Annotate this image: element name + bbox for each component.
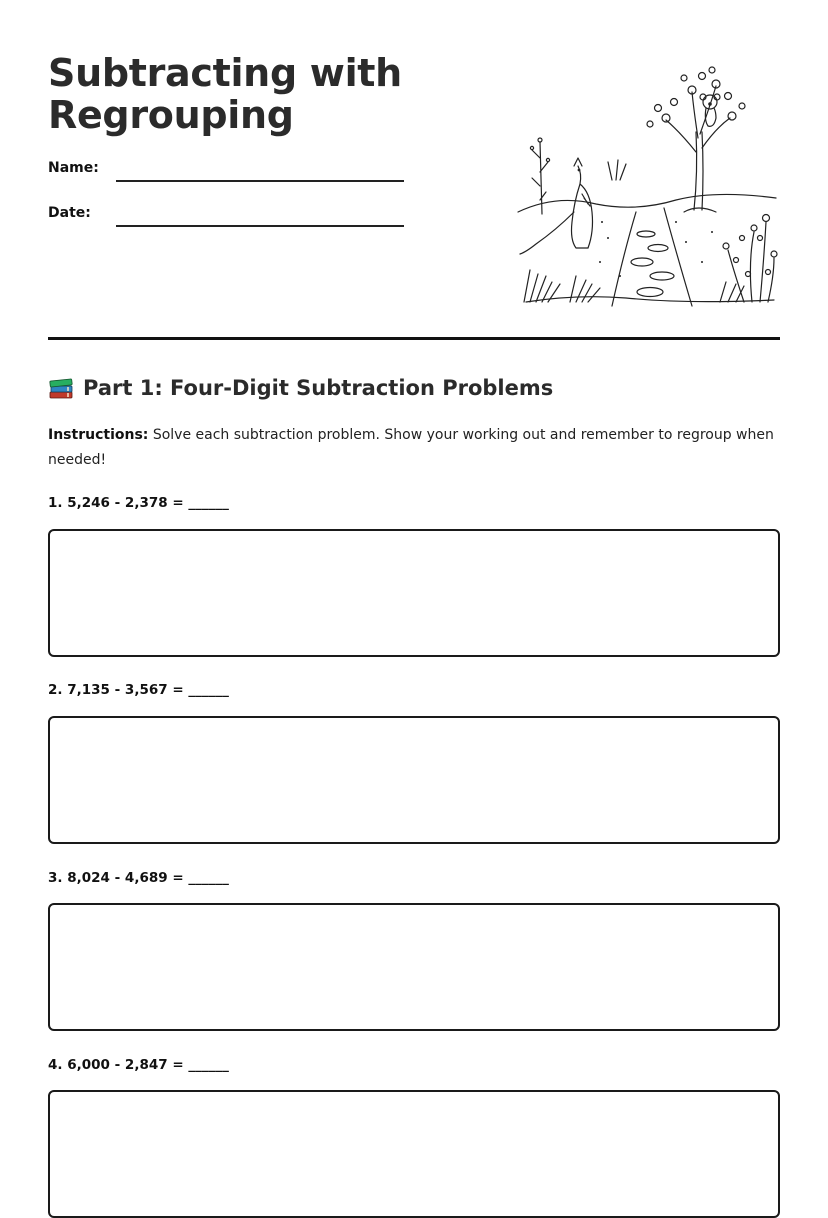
- problem-4-label: 4. 6,000 - 2,847 = ______: [48, 1057, 229, 1073]
- problem-2-work-box[interactable]: [48, 716, 780, 844]
- name-label: Name:: [48, 160, 99, 176]
- problem-1-label: 1. 5,246 - 2,378 = ______: [48, 495, 229, 511]
- worksheet-title: Subtracting with Regrouping: [48, 51, 402, 137]
- books-icon: [48, 376, 74, 400]
- australian-bush-scene-kangaroo-koala-icon: [516, 62, 778, 312]
- instructions-label: Instructions:: [48, 427, 149, 443]
- date-label: Date:: [48, 205, 91, 221]
- name-line: [116, 180, 404, 182]
- part-1-heading-text: Part 1: Four-Digit Subtraction Problems: [83, 376, 554, 400]
- problem-1-work-box[interactable]: [48, 529, 780, 657]
- instructions-text: Solve each subtraction problem. Show your working out and remember to regroup when needed!: [48, 427, 774, 468]
- problem-3-label: 3. 8,024 - 4,689 = ______: [48, 870, 229, 886]
- part-1-heading: [48, 376, 553, 400]
- instructions: [48, 423, 780, 473]
- problem-4-work-box[interactable]: [48, 1090, 780, 1218]
- date-line: [116, 225, 404, 227]
- section-divider: [48, 337, 780, 340]
- problem-3-work-box[interactable]: [48, 903, 780, 1031]
- problem-2-label: 2. 7,135 - 3,567 = ______: [48, 682, 229, 698]
